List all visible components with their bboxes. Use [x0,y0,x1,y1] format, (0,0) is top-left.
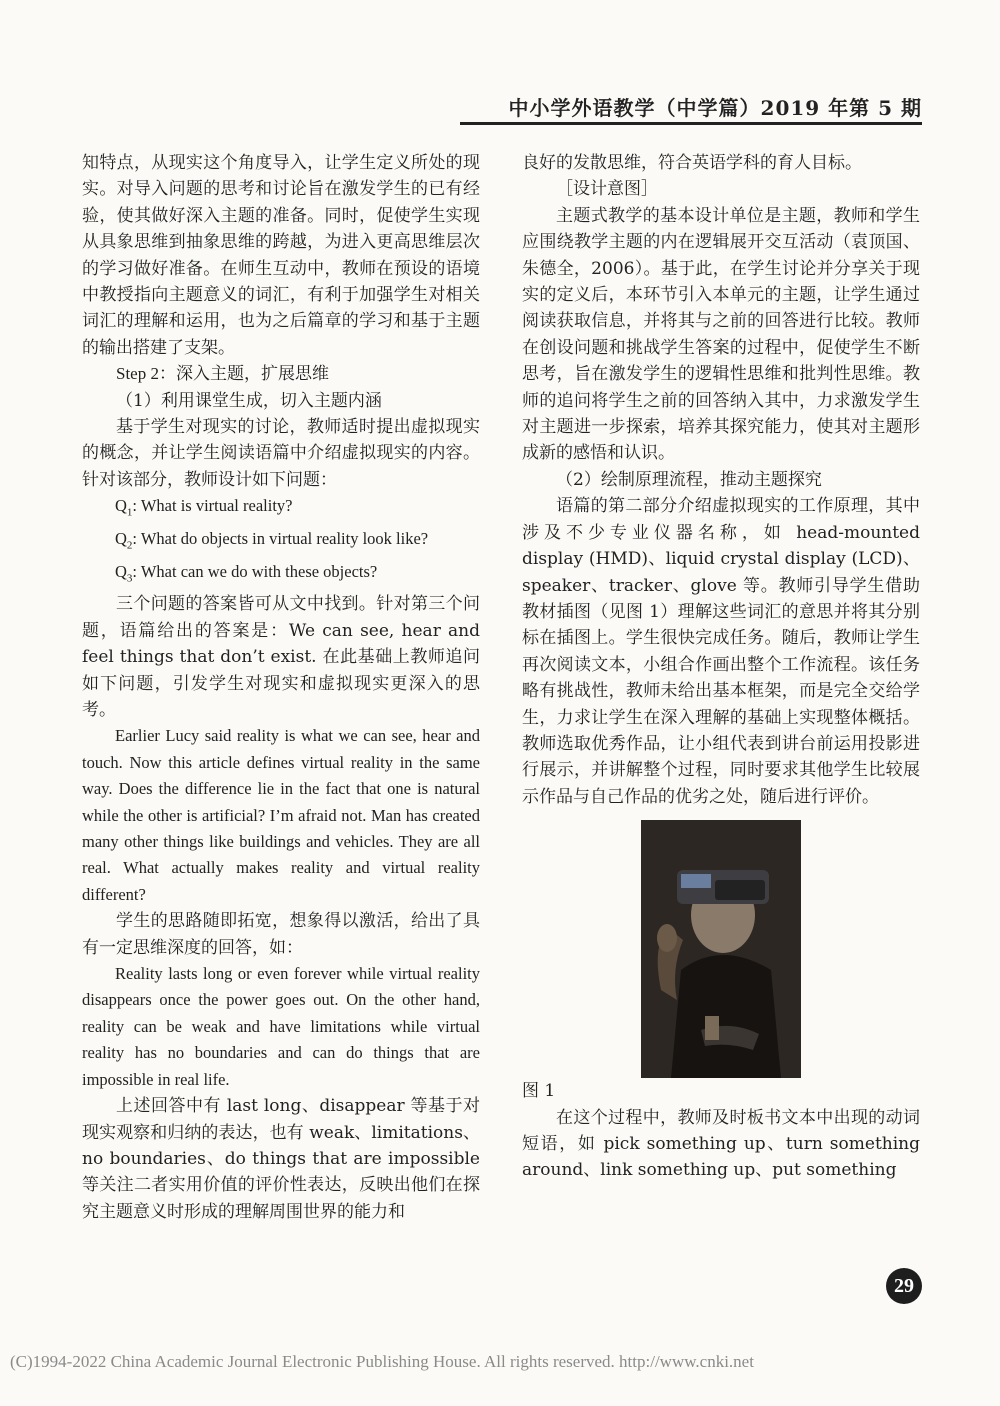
paragraph: 上述回答中有 last long、disappear 等基于对现实观察和归纳的表达，也有 weak、limitations、no boundaries、do things that are impossible 等关注二者实用价值的评价性表达，反映出他们在探究主题意义时形成的理解周围世界的能力和 [82,1096,480,1222]
vr-user-illustration [641,820,801,1078]
question-2: $Q_2$: What do objects in virtual reality look like? [115,528,429,552]
right-column [522,150,920,1184]
figure-vr-headset-photo [641,820,801,1078]
paragraph: 学生的思路随即拓宽，想象得以激活，给出了具有一定思维深度的回答，如： [82,911,480,958]
copyright-footer: (C)1994-2022 China Academic Journal Electronic Publishing House. All rights reserved. http://www.cnki.net [10,1352,754,1371]
step-heading: Step 2：深入主题，扩展思维 [116,364,329,384]
paragraph: 知特点，从现实这个角度导入，让学生定义所处的现实。对导入问题的思考和讨论旨在激发学生的已有经验，使其做好深入主题的准备。同时，促使学生实现从具象思维到抽象思维的跨越，为进入更高思维层次的学习做好准备。在师生互动中，教师在预设的语境中教授指向主题意义的词汇，有利于加强学生对相关词汇的理解和运用，也为之后篇章的学习和基于主题的输出搭建了支架。 [82,153,480,358]
question-1: $Q_1$: What is virtual reality? [115,496,293,519]
header-rule [460,122,922,125]
subheading: （2）绘制原理流程，推动主题探究 [556,469,822,490]
teacher-question-quote: Earlier Lucy said reality is what we can see, hear and touch. Now this article defines virtual reality in the same way. Does the difference lie in the fact that one is natural while the other is artificial? I’m afraid not. Man has created many other things like buildings and vehicles. They are all real. What actually makes reality and virtual reality different? [82,726,480,904]
paragraph: 在这个过程中，教师及时板书文本中出现的动词短语，如 pick something up、turn something around、link something up、put something [522,1107,920,1181]
journal-header: 中小学外语教学（中学篇）2019 年第 5 期 [508,96,922,120]
subheading: （1）利用课堂生成，切入主题内涵 [116,390,382,411]
page-number: 29 [886,1268,922,1304]
figure-caption: 图 1 [522,1081,556,1102]
paragraph: 三个问题的答案皆可从文中找到。针对第三个问题，语篇给出的答案是：We can see, hear and feel things that don’t exist. 在此基础上教师追问如下问题，引发学生对现实和虚拟现实更深入的思考。 [82,594,480,721]
paragraph: 基于学生对现实的讨论，教师适时提出虚拟现实的概念，并让学生阅读语篇中介绍虚拟现实的内容。针对该部分，教师设计如下问题： [82,417,480,490]
paragraph: 语篇的第二部分介绍虚拟现实的工作原理，其中涉及不少专业仪器名称，如 head-mounted display (HMD)、liquid crystal display (LCD)、speaker、tracker、glove 等。教师引导学生借助教材插图（见图 1）理解这些词汇的意思并将其分别标在插图上。学生很快完成任务。随后，教师让学生再次阅读文本，小组合作画出整个工作流程。该任务略有挑战性，教师未给出基本框架，而是完全交给学生，力求让学生在深入理解的基础上实现整体概括。教师选取优秀作品，让小组代表到讲台前运用投影进行展示，并讲解整个过程，同时要求其他学生比较展示作品与自己作品的优劣之处，随后进行评价。 [522,496,920,807]
paragraph: 良好的发散思维，符合英语学科的育人目标。 [522,153,862,173]
question-3: $Q_3$: What can we do with these objects? [115,561,378,584]
left-column [82,150,480,1225]
student-answer-quote: Reality lasts long or even forever while virtual reality disappears once the power goes out. On the other hand, reality can be weak and have limitations while virtual reality has no boundaries and can do things that are impossible in real life. [82,964,480,1089]
paragraph: 主题式教学的基本设计单位是主题，教师和学生应围绕教学主题的内在逻辑展开交互活动（袁顶国、朱德全，2006）。基于此，在学生讨论并分享关于现实的定义后，本环节引入本单元的主题，让学生通过阅读获取信息，并将其与之前的回答进行比较。教师在创设问题和挑战学生答案的过程中，促使学生不断思考，旨在激发学生的逻辑性思维和批判性思维。教师的追问将学生之前的回答纳入其中，力求激发学生对主题进一步探索，培养其探究能力，使其对主题形成新的感悟和认识。 [522,205,920,464]
design-intent-label: ［设计意图］ [556,179,658,200]
